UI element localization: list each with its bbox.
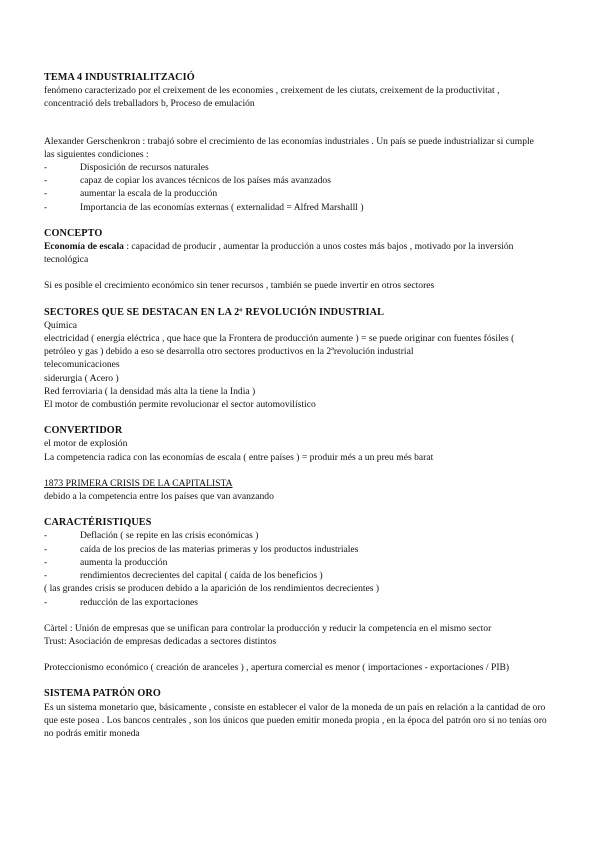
section-title-patron-oro: SISTEMA PATRÓN ORO [44,688,161,700]
text-line: fenómeno caracterizado por el creixement de les economies , creixement de les ciutats, creixement de la productivitat , [44,85,500,97]
section-title-tema4: TEMA 4 INDUSTRIALITZACIÓ [44,72,195,83]
bullet-dash: - [44,162,48,174]
text-line: Càrtel : Unión de empresas que se unifican para controlar la producción y reducir la competencia en el mismo sector [44,622,492,634]
bullet-dash: - [44,188,48,200]
bullet-dash: - [44,530,48,542]
list-item-text: capaz de copiar los avances técnicos de los países más avanzados [80,175,331,187]
text-line: electricidad ( energía eléctrica , que hace que la Frontera de producción aumente ) = se puede originar con fuentes fósiles ( [44,333,515,345]
bullet-dash: - [44,175,48,187]
note-line: ( las grandes crisis se producen debido a la aparición de los rendimientos decrecientes ) [44,583,380,595]
list-item-text: rendimientos decrecientes del capital ( caída de los beneficios ) [80,570,323,582]
bullet-dash: - [44,596,48,608]
list-item [44,543,564,556]
text-line: Proteccionismo económico ( creación de aranceles ) , apertura comercial es menor ( importaciones - exportaciones / PIB) [44,662,510,674]
list-item-text: Importancia de las economías externas ( externalidad = Alfred Marshalll ) [80,201,364,213]
bullet-dash: - [44,556,48,568]
text-line: La competencia radica con las economías de escala ( entre países ) = produir més a un preu més barat [44,451,434,463]
section-title-caracteristiques: CARACTÉRISTIQUES [44,517,152,529]
text-line: El motor de combustión permite revolucionar el sector automovilístico [44,399,316,411]
bullet-dash: - [44,201,48,213]
characteristics-list [44,529,564,582]
list-item-text: aumenta la producción [80,556,168,568]
text-line: tecnológica [44,254,89,266]
conditions-list [44,161,564,214]
bullet-dash: - [44,570,48,582]
characteristics-list-continued [44,596,564,609]
text-line: siderurgia ( Acero ) [44,372,119,384]
list-item [44,596,564,609]
list-item [44,529,564,542]
text-line: Red ferroviaria ( la densidad más alta la tiene la India ) [44,385,256,397]
text-line: Es un sistema monetario que, básicamente , consiste en establecer el valor de la moneda de un país en relación a la cantidad de oro [44,701,546,713]
text-line: Alexander Gerschenkron : trabajó sobre el crecimiento de las economías industriales . Un país se puede industrializar si cumple [44,135,534,147]
text-line: el motor de explosión [44,438,128,450]
text-line: Si es posible el crecimiento económico sin tener recursos , también se puede invertir en otros sectores [44,280,435,292]
document-body [44,71,564,740]
bullet-dash: - [44,543,48,555]
text-line: Trust: Asociación de empresas dedicadas a sectores distintos [44,635,277,647]
list-item [44,187,564,200]
list-item [44,556,564,569]
text-line: las siguientes condiciones : [44,148,149,160]
definition-line [44,240,564,253]
section-title-convertidor: CONVERTIDOR [44,425,123,437]
list-item [44,569,564,582]
text-line: que este posea . Los bancos centrales , son los únicos que pueden emitir moneda propia , en la época del patrón oro si no tenías oro [44,714,547,726]
text-line: telecomunicaciones [44,359,120,371]
list-item-text: caída de los precios de las materias primeras y los productos industriales [80,543,359,555]
text-line: concentració dels treballadors b, Proceso de emulación [44,98,255,110]
term-label: Economía de escala [44,241,124,253]
definition-text: : capacidad de producir , aumentar la producción a unos costes más bajos , motivado por la inversión [123,241,514,253]
list-item-text: reducción de las exportaciones [80,596,199,608]
section-title-crisis-1873: 1873 PRIMERA CRISIS DE LA CAPITALISTA [44,477,233,489]
list-item-text: Disposición de recursos naturales [80,162,209,174]
text-line: petróleo y gas ) debido a eso se desarrolla otro sectores productivos en la 2ªrevolución industrial [44,346,414,358]
list-item [44,161,564,174]
text-line: no podrás emitir moneda [44,727,140,739]
text-line: debido a la competencia entre los países que van avanzando [44,491,274,503]
text-line: Química [44,319,78,331]
list-item [44,174,564,187]
section-title-concepto: CONCEPTO [44,227,103,239]
section-title-sectores: SECTORES QUE SE DESTACAN EN LA 2º REVOLUCIÓN INDUSTRIAL [44,306,385,318]
list-item-text: aumentar la escala de la producción [80,188,218,200]
list-item-text: Deflación ( se repite en las crisis económicas ) [80,530,259,542]
list-item [44,201,564,214]
